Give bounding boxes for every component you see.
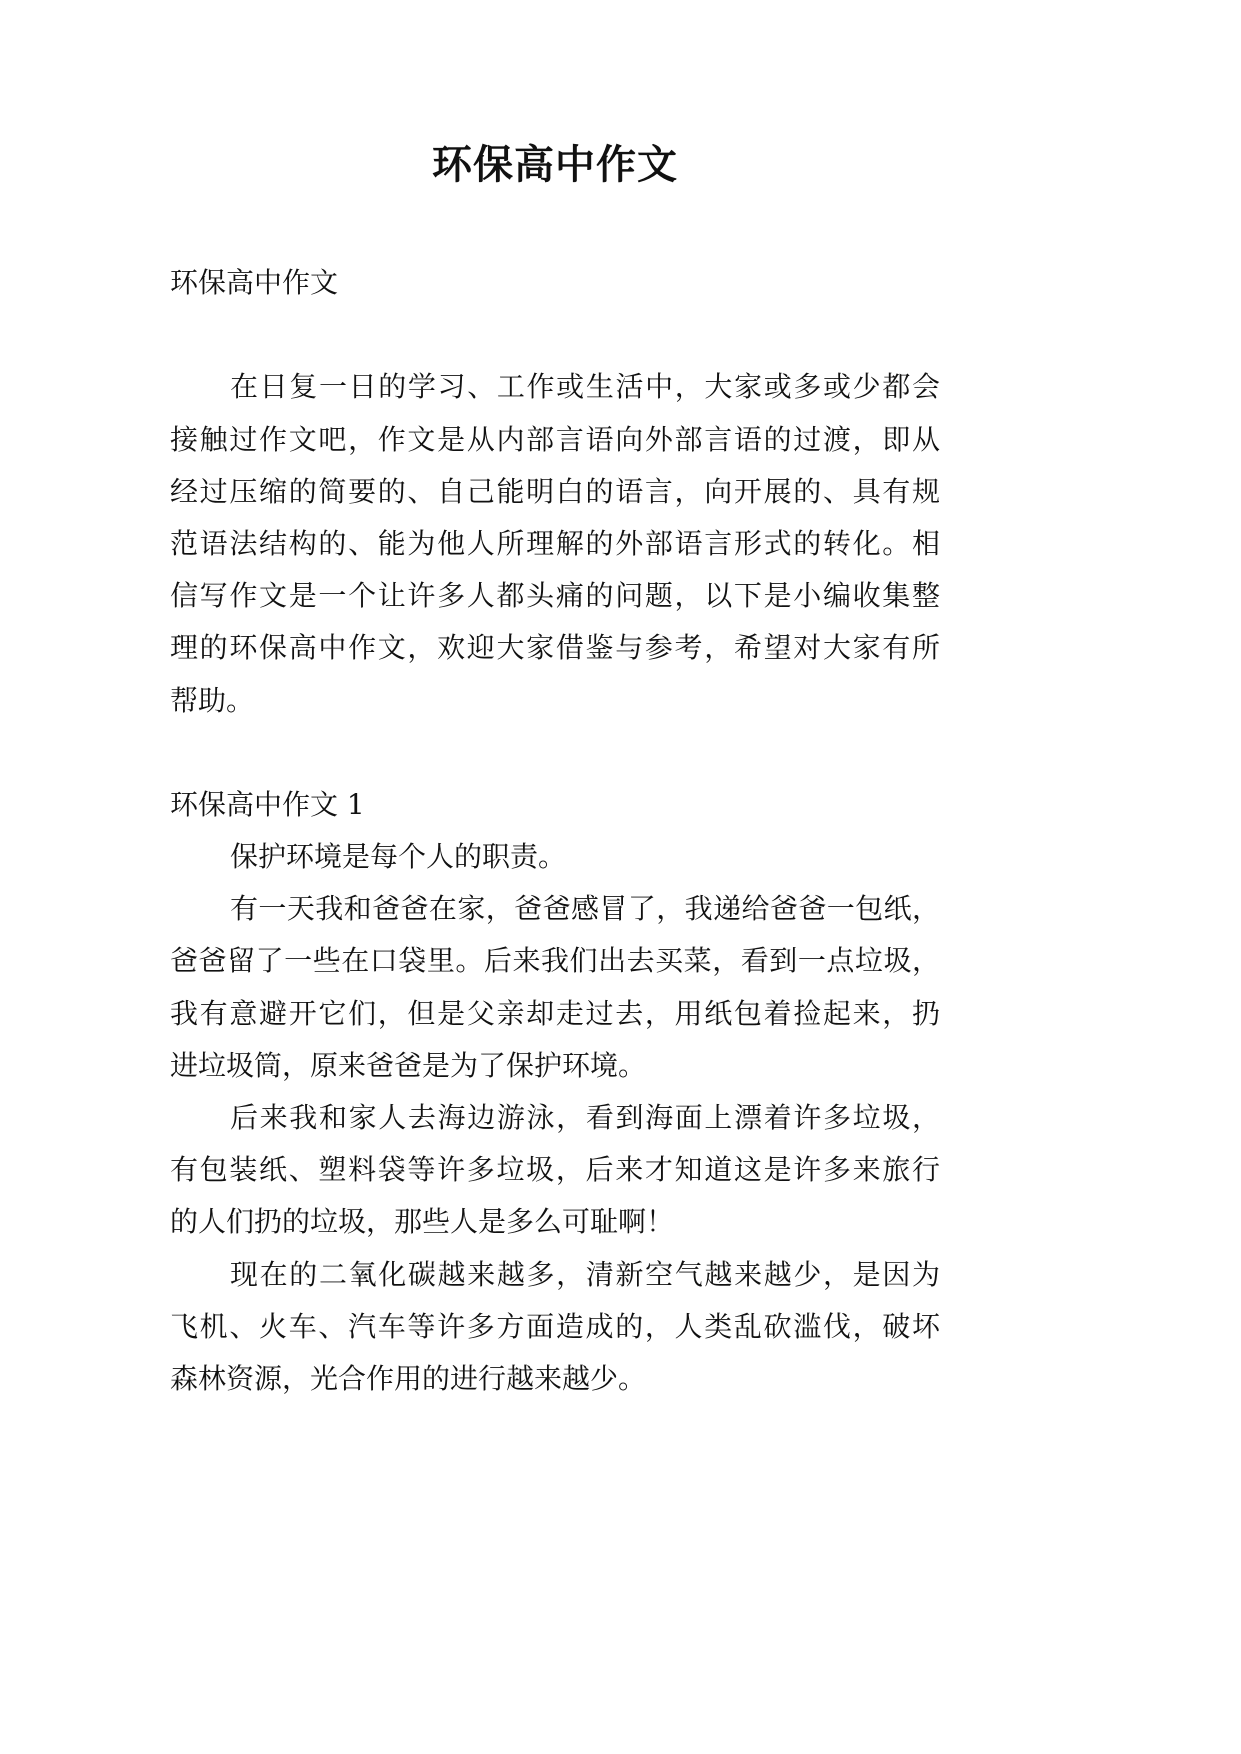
text-line: 有包装纸、塑料袋等许多垃圾，后来才知道这是许多来旅行 [170, 1153, 940, 1187]
text-line: 进垃圾筒，原来爸爸是为了保护环境。 [170, 1048, 647, 1082]
essay-heading: 环保高中作文 1 [170, 787, 365, 821]
text-line: 范语法结构的、能为他人所理解的外部语言形式的转化。相 [170, 526, 940, 560]
paragraph [170, 883, 940, 1092]
intro-paragraph [170, 361, 940, 726]
text-line: 森林资源，光合作用的进行越来越少。 [170, 1361, 647, 1395]
text-line: 信写作文是一个让许多人都头痛的问题，以下是小编收集整 [170, 579, 940, 613]
paragraph [170, 1249, 940, 1406]
text-line: 在日复一日的学习、工作或生活中，大家或多或少都会 [230, 370, 940, 404]
text-line: 后来我和家人去海边游泳，看到海面上漂着许多垃圾， [230, 1101, 940, 1134]
blank-line [170, 309, 940, 361]
text-line: 我有意避开它们，但是父亲却走过去，用纸包着捡起来，扔 [170, 996, 940, 1030]
text-line: 帮助。 [170, 683, 255, 717]
text-line: 接触过作文吧，作文是从内部言语向外部言语的过渡，即从 [170, 422, 940, 456]
blank-line [170, 727, 940, 779]
document-subtitle: 环保高中作文 [170, 266, 339, 299]
paragraph [170, 831, 940, 883]
text-line: 保护环境是每个人的职责。 [230, 840, 567, 874]
text-line: 爸爸留了一些在口袋里。后来我们出去买菜，看到一点垃圾， [170, 944, 940, 978]
text-line: 理的环保高中作文，欢迎大家借鉴与参考，希望对大家有所 [170, 631, 940, 665]
text-line: 飞机、火车、汽车等许多方面造成的，人类乱砍滥伐，破坏 [170, 1309, 940, 1343]
document-title: 环保高中作文 [432, 141, 678, 188]
text-line: 经过压缩的简要的、自己能明白的语言，向开展的、具有规 [170, 474, 940, 508]
text-line: 现在的二氧化碳越来越多，清新空气越来越少，是因为 [230, 1257, 940, 1291]
paragraph [170, 1092, 940, 1249]
text-line: 的人们扔的垃圾，那些人是多么可耻啊！ [170, 1205, 675, 1239]
document-body [170, 257, 940, 1405]
text-line: 有一天我和爸爸在家，爸爸感冒了，我递给爸爸一包纸， [230, 892, 940, 926]
